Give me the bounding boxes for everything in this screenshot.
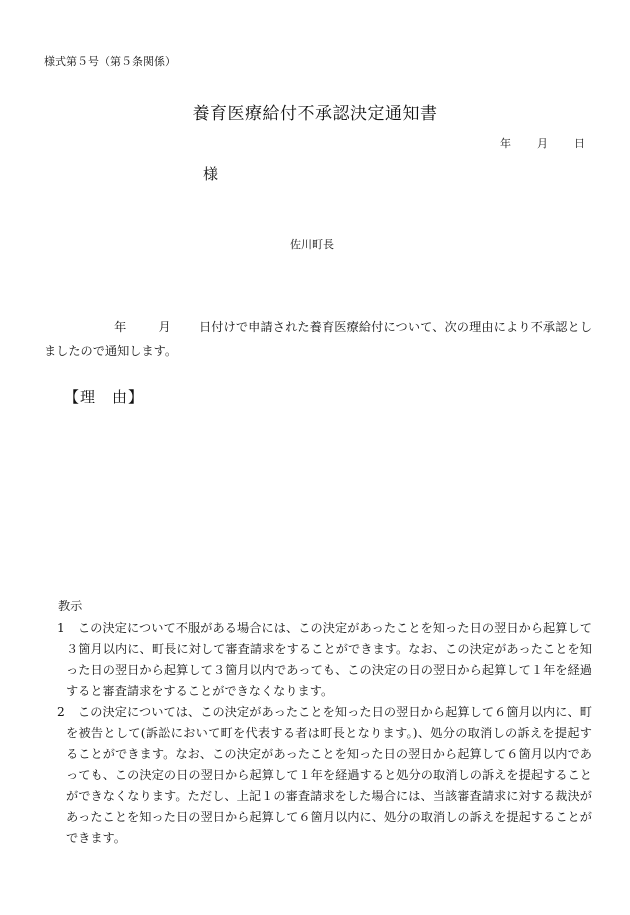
notice-text: 日付けで申請された養育医療給付について、次の理由により不承認としましたので通知します。 xyxy=(44,320,593,358)
instruction-item-number: 1 xyxy=(57,621,65,635)
instruction-item xyxy=(44,702,592,849)
issue-date-month: 月 xyxy=(537,137,548,150)
reason-heading: 【理 由】 xyxy=(64,388,145,406)
issue-date-year: 年 xyxy=(500,137,511,150)
reason-content xyxy=(64,410,584,590)
instruction-heading: 教示 xyxy=(58,599,83,613)
instruction-item xyxy=(44,618,592,702)
document-title: 養育医療給付不承認決定通知書 xyxy=(192,104,438,124)
issue-date-day: 日 xyxy=(574,137,585,150)
application-month: 月 xyxy=(158,320,171,334)
application-year: 年 xyxy=(114,320,127,334)
instruction-item-text: この決定について不服がある場合には、この決定があったことを知った日の翌日から起算して３箇月以内に、町長に対して審査請求をすることができます。なお、この決定があったことを知った日の翌日から起算して３箇月以内であっても、この決定の日の翌日から起算して１年を経過すると審査請求をすることができなくなります。 xyxy=(66,621,592,698)
issuer-name: 佐川町長 xyxy=(290,238,334,251)
form-number: 様式第５号（第５条関係） xyxy=(44,55,176,68)
instruction-section xyxy=(44,596,592,849)
notice-body xyxy=(44,315,592,363)
instruction-item-number: 2 xyxy=(57,705,65,719)
addressee-suffix: 様 xyxy=(203,165,219,183)
instruction-item-text: この決定については、この決定があったことを知った日の翌日から起算して６箇月以内に、町を被告として(訴訟において町を代表する者は町長となります。)、処分の取消しの訴えを提起することができます。なお、この決定があったことを知った日の翌日から起算して６箇月以内であっても、この決定の日の翌日から起算して１年を経過すると処分の取消しの訴えを提起することができなくなります。ただし、上記１の審査請求をした場合には、当該審査請求に対する裁決があったことを知った日の翌日から起算して６箇月以内に、処分の取消しの訴えを提起することができます。 xyxy=(66,705,592,845)
issue-date xyxy=(500,135,585,151)
